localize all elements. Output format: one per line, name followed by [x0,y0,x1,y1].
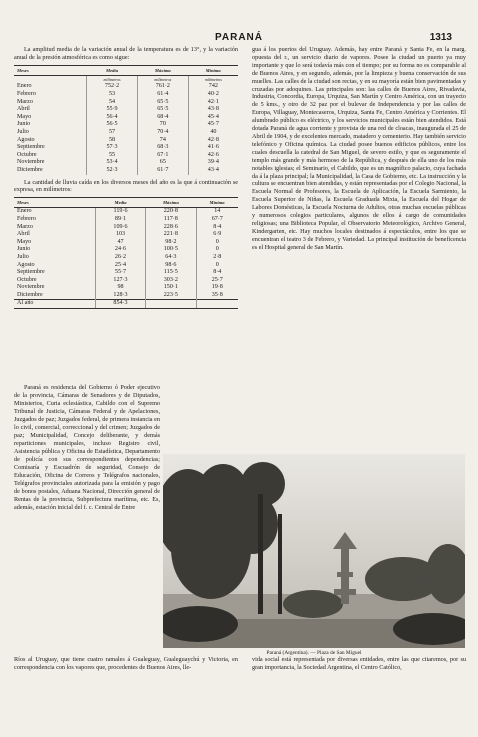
month-cell: Junio [17,246,31,253]
value-cell: 0 [196,262,238,270]
table-row [14,246,238,254]
month-cell: Noviembre [17,284,45,291]
value-cell: 42·6 [188,152,238,160]
government-paragraph: Paraná es residencia del Gobierno ó Poder ejecutivo de la provincia, Cámaras de Senadores y de Diputados, Ministerios, Curia eclesiástica, Cabildo con el Supremo Tribunal de Justicia, Cámaras Federal y de Apelaciones, Juzgados de paz; Juzgados federal, de primera instancia en lo civil, comercial, correccional y del crimen; Juzgados de paz; Municipalidad, Concejo deliberante, y demás reparticiones municipales, incluso Registro civil, Asistencia pública y Oficina de Estadística, Departamento de policía con sus correspondientes dependencias; Comisaría y Escuadrón de seguridad, Consejo de Educación, Oficina de Correos y Telégrafos nacionales, Telégrafos provinciales autorizada para la emisión y pago de bonos postales, Aduana Nacional, Dirección general de Rentas de la provincia, Subprefectura marítima, etc. Es, además, estación inicial del f. c. Central de Entre [14,384,160,511]
table-row [14,254,238,262]
value-cell: 6·9 [196,231,238,239]
month-cell: Abril [17,106,30,113]
value-cell: 119·6 [95,208,145,216]
value-cell: 40 [188,129,238,137]
month-cell: Mayo [17,238,32,245]
col-header: Media [87,65,138,75]
value-cell: 26·2 [95,254,145,262]
month-cell: Mayo [17,113,32,120]
value-cell: 150·1 [146,284,196,292]
value-cell: 220·8 [146,208,196,216]
value-cell: 45·4 [188,114,238,122]
value-cell: 854·3 [95,300,145,309]
value-cell: 98·6 [146,262,196,270]
value-cell: 303·2 [146,277,196,285]
value-cell: 109·6 [95,224,145,232]
units-row [14,75,238,83]
table-header [14,65,238,75]
value-cell: 41·6 [188,144,238,152]
social-paragraph: vida social está representada por diversas entidades, entre las que citaremos, por su gran importancia, la Sociedad Argentina, el Centro Católico, [252,656,466,671]
value-cell: 65 [137,159,188,167]
value-cell: 57·3 [87,144,138,152]
rainfall-table [14,197,238,309]
value-cell: 43·4 [188,167,238,175]
value-cell: 55 [87,152,138,160]
table-row [14,114,238,122]
table-row [14,152,238,160]
value-cell: 228·6 [146,224,196,232]
value-cell: 25·7 [196,277,238,285]
value-cell: 742 [188,83,238,91]
value-cell: 70·4 [137,129,188,137]
value-cell: 68·3 [137,144,188,152]
value-cell: 0 [196,246,238,254]
pressure-table [14,65,238,175]
month-cell [14,75,87,83]
table-row [14,159,238,167]
value-cell: 752·2 [87,83,138,91]
value-cell: 57 [87,129,138,137]
value-cell: 98·2 [146,239,196,247]
table-row [14,121,238,129]
value-cell: 117·8 [146,216,196,224]
month-cell: Septiembre [17,144,45,151]
value-cell: 56·5 [87,121,138,129]
value-cell: 2·8 [196,254,238,262]
value-cell: 52·3 [87,167,138,175]
total-row [14,300,238,309]
col-header: Mínima [188,65,238,75]
table-row [14,269,238,277]
value-cell: 25·4 [95,262,145,270]
table-row [14,83,238,91]
value-cell: 47 [95,239,145,247]
month-cell: Al año [14,300,95,309]
table-row [14,106,238,114]
month-cell: Julio [17,128,29,135]
pressure-intro: La amplitud media de la variación anual de la temperatura es de 13°, y la variación anual de la presión atmosférica es como sigue: [14,46,238,61]
value-cell: 67·1 [137,152,188,160]
value-cell: 53·4 [87,159,138,167]
value-cell: 103 [95,231,145,239]
left-column [14,46,238,309]
rain-intro: La cantidad de lluvia caída en los diversos meses del año es la que á continuación se expresa, en milímetros: [14,178,238,194]
month-cell: Enero [17,83,32,90]
plaza-photograph [163,454,465,648]
table-row [14,216,238,224]
value-cell: 56·4 [87,114,138,122]
month-cell: Julio [17,253,29,260]
value-cell [146,300,196,309]
table-row [14,99,238,107]
month-cell: Septiembre [17,269,45,276]
value-cell: 221·8 [146,231,196,239]
col-header: Máxima [146,198,196,208]
table-row [14,231,238,239]
value-cell: 54 [87,99,138,107]
value-cell: 98 [95,284,145,292]
table-row [14,167,238,175]
page-number: 1313 [429,32,452,43]
value-cell: 74 [137,137,188,145]
value-cell: 24·6 [95,246,145,254]
value-cell: 65·5 [137,106,188,114]
value-cell: 19·8 [196,284,238,292]
value-cell: 115·5 [146,269,196,277]
city-description: gua á los puertos del Uruguay. Además, hay entre Paraná y Santa Fe, en la marg. opuesta del r., un servicio diario de vapores. Posee la ciudad un puerto ya muy importante y que lo será todavía más con el tiempo; por su forma no es comparable al de Buenos Aires, y en segundo, además, por la limpieza y buena conservación de sus muelles. Las calles de la ciudad son rectas, y en su mayoría están bien pavimentadas y cruzadas por adoquines. Las principales son: las calles de Buenos Aires, Rivadavia, Industria, Concordia, Europa, Urquiza, San Martín y Centro América, con un trayecto de 5 kms., y otro de 32 paz por el bulevar de Independencia y por las calles de Europa, Villaguay, Montecaseros, Urquiza, Santa Fe, Centro América y Corrientes. El alumbrado público es eléctrico, y los servicios municipales están bien atendidos. Está dotada Paraná de agua corriente y provista de una red de cloacas, inaugurada el 25 de Abril de 1904, y de excelentes mercado, matadero y cementerio. Hay también servicio telefónico y Oficina química. La ciudad posee buenos edificios públicos, entre los cuales descuella la catedral de San Miguel, de severo estilo, y que es seguramente el templo más grande y más hermoso de la República, y después de ella uno de los más notables iglesias; el Seminario, el Cabildo, que es un magnífico palacio, cuya fachada da á la plaza principal; la Municipalidad, la Casa de Gobierno, etc. La instrucción y la cultura se encuentran bien atendidas, y están representadas por el Colegio Nacional, la Escuela Normal de Profesores, la Escuela de Aplicación, la Escuela Sarmiento, la Escuela Superior de Niñas, la Escuela Graduada Mixta, la Escuela del Hogar de Labores Domésticas, la Escuela Nocturna de Adultos, otras muchas escuelas públicas y numerosos colegios particulares, algunos de ellos á cargo de comunidades religiosas; una Biblioteca Popular, el Observatorio Meteorológico, Archivo General, Kindergarten, etc. Hay muchos locales destinados á espectáculos, entre los que se encuentran el teatro 3 de Febrero, y Variedad. La principal institución de beneficencia es el Hospital general de San Martín. [252,46,466,251]
month-cell: Diciembre [17,166,43,173]
table-row [14,137,238,145]
value-cell: 61·4 [137,91,188,99]
month-cell: Marzo [17,223,33,230]
month-cell: Enero [17,208,32,215]
value-cell: 42·1 [188,99,238,107]
month-cell: Noviembre [17,159,45,166]
month-cell: Agosto [17,136,35,143]
value-cell: 67·7 [196,216,238,224]
page-heading: PARANÁ [214,32,264,43]
value-cell: 35·8 [196,292,238,300]
col-header: Mínima [196,198,238,208]
table-row [14,284,238,292]
value-cell: milímetros [188,75,238,83]
table-row [14,292,238,300]
value-cell: 223·5 [146,292,196,300]
value-cell: 45·7 [188,121,238,129]
value-cell: 100·5 [146,246,196,254]
value-cell: 761·2 [137,83,188,91]
value-cell: 61·7 [137,167,188,175]
value-cell: 42·8 [188,137,238,145]
table-header [14,198,238,208]
value-cell [196,300,238,309]
value-cell: 14 [196,208,238,216]
col-header: Media [95,198,145,208]
month-cell: Marzo [17,98,33,105]
month-cell: Junio [17,121,31,128]
table-row [14,208,238,216]
left-body-text [14,384,160,512]
value-cell: 8·4 [196,269,238,277]
value-cell: milímetros [87,75,138,83]
col-header: Meses [14,65,87,75]
month-cell: Abril [17,231,30,238]
right-column [252,46,466,448]
col-header: Máxima [137,65,188,75]
table-row [14,91,238,99]
month-cell: Octubre [17,151,37,158]
value-cell: 128·3 [95,292,145,300]
table-row [14,262,238,270]
value-cell: 8·4 [196,224,238,232]
value-cell: 0 [196,239,238,247]
month-cell: Febrero [17,91,36,97]
value-cell: 127·3 [95,277,145,285]
value-cell: 68·4 [137,114,188,122]
value-cell: 43·8 [188,106,238,114]
value-cell: 55·9 [87,106,138,114]
value-cell: 65·5 [137,99,188,107]
value-cell: 53 [87,91,138,99]
month-cell: Febrero [17,215,36,222]
col-header: Meses [14,198,95,208]
table-row [14,144,238,152]
value-cell: milímetros [137,75,188,83]
value-cell: 55·7 [95,269,145,277]
value-cell: 64·3 [146,254,196,262]
value-cell: 39·4 [188,159,238,167]
value-cell: 58 [87,137,138,145]
value-cell: 70 [137,121,188,129]
table-row [14,277,238,285]
month-cell: Agosto [17,261,35,268]
value-cell: 89·1 [95,216,145,224]
month-cell: Octubre [17,276,37,283]
table-row [14,224,238,232]
photo-caption: Paraná (Argentina). — Plaza de San Miguel [266,650,362,656]
table-row [14,129,238,137]
table-row [14,239,238,247]
plaza-illustration [163,454,465,648]
value-cell: 40·2 [188,91,238,99]
month-cell: Diciembre [17,291,43,298]
railway-paragraph: Ríos al Uruguay, que tiene cuatro ramales á Gualeguay, Gualeguaychú y Victoria, en correspondencia con los vapores que, procedentes de Buenos Aires, lle- [14,656,238,671]
